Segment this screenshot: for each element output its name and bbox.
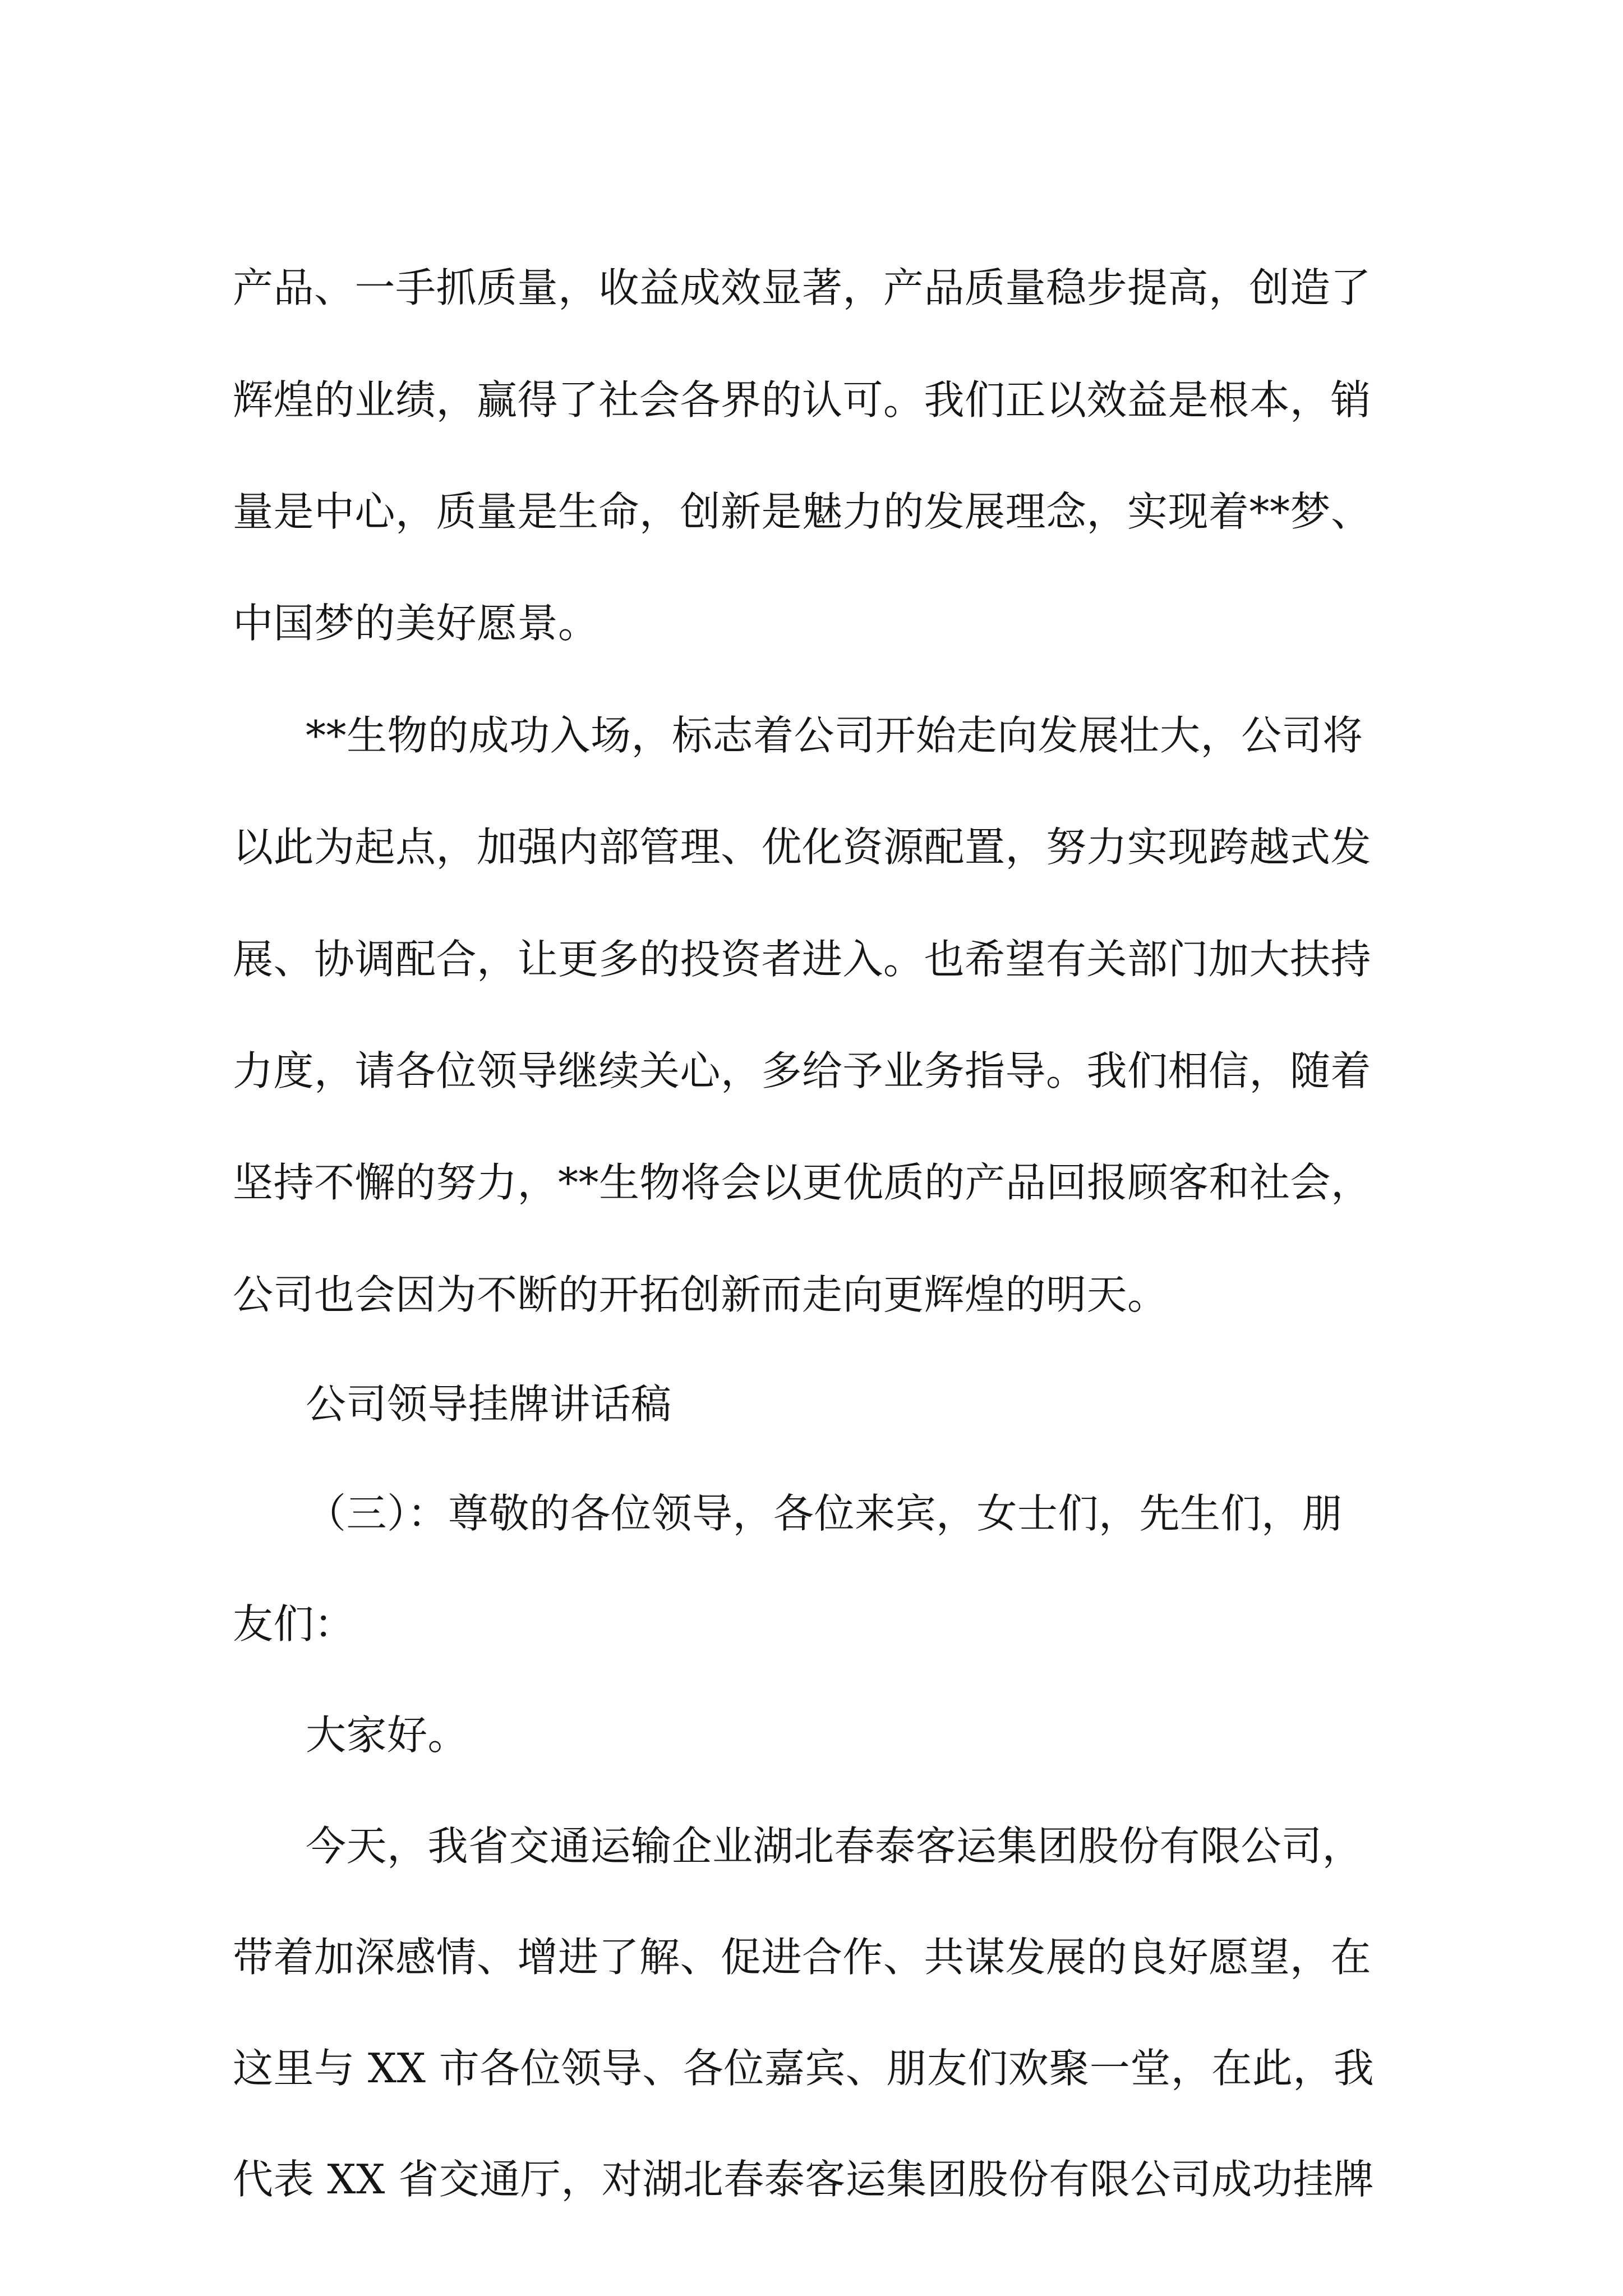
text-line: 展、协调配合，让更多的投资者进入。也希望有关部门加大扶持 xyxy=(233,936,1372,983)
section-heading: 公司领导挂牌讲话稿 xyxy=(306,1381,672,1428)
text-line: 这里与 XX 市各位领导、各位嘉宾、朋友们欢聚一堂，在此，我 xyxy=(233,2045,1375,2092)
text-line: 产品、一手抓质量，收益成效显著，产品质量稳步提高，创造了 xyxy=(233,264,1372,311)
text-line: **生物的成功入场，标志着公司开始走向发展壮大，公司将 xyxy=(306,712,1363,759)
text-line: 辉煌的业绩，赢得了社会各界的认可。我们正以效益是根本，销 xyxy=(233,376,1372,424)
text-line: 中国梦的美好愿景。 xyxy=(233,600,599,647)
text-line: 代表 XX 省交通厅，对湖北春泰客运集团股份有限公司成功挂牌 xyxy=(233,2156,1375,2203)
text-line: 量是中心，质量是生命，创新是魅力的发展理念，实现着**梦、 xyxy=(233,488,1372,535)
text-line: 今天，我省交通运输企业湖北春泰客运集团股份有限公司， xyxy=(306,1823,1363,1870)
text-line: 公司也会因为不断的开拓创新而走向更辉煌的明天。 xyxy=(233,1271,1168,1318)
text-line: 友们： xyxy=(233,1600,355,1648)
text-line: 力度，请各位领导继续关心，多给予业务指导。我们相信，随着 xyxy=(233,1047,1372,1094)
text-line: 带着加深感情、增进了解、促进合作、共谋发展的良好愿望，在 xyxy=(233,1934,1372,1981)
text-line: 大家好。 xyxy=(306,1711,469,1759)
text-line: 以此为起点，加强内部管理、优化资源配置，努力实现跨越式发 xyxy=(233,823,1372,871)
text-line: （三）：尊敬的各位领导，各位来宾，女士们，先生们，朋 xyxy=(306,1490,1343,1537)
text-line: 坚持不懈的努力，**生物将会以更优质的产品回报顾客和社会， xyxy=(233,1159,1372,1206)
